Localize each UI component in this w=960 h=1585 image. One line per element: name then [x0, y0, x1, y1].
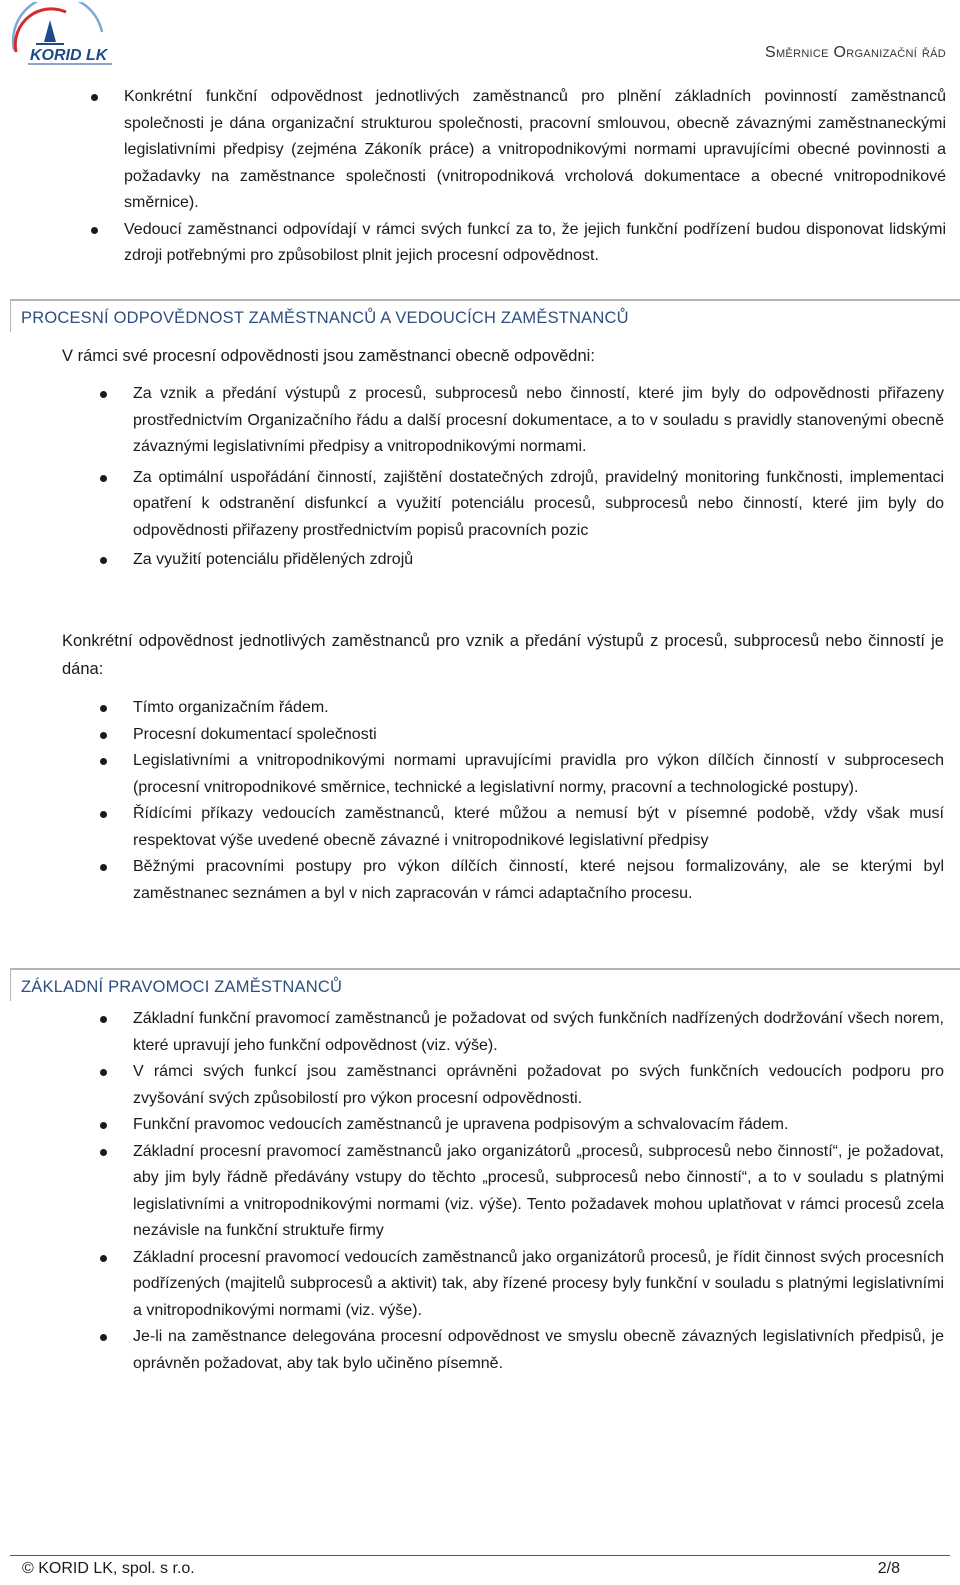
intro-list [0, 84, 960, 270]
list-item: Vedoucí zaměstnanci odpovídají v rámci svých funkcí za to, že jejich funkční podřízení budou disponovat lidskými zdroji potřebnými pro způsobilost plnit jejich procesní odpovědnost. [0, 217, 960, 270]
section1-list2-block [0, 695, 960, 907]
section2-list-block [0, 1006, 960, 1377]
powers-list [0, 1006, 960, 1377]
section1-paragraph: Konkrétní odpovědnost jednotlivých zaměstnanců pro vznik a předání výstupů z procesů, subprocesů nebo činností je dána: [62, 632, 944, 678]
section-heading-basic-powers: ZÁKLADNÍ PRAVOMOCI ZAMĚSTNANCŮ [10, 968, 960, 1001]
korid-logo [6, 2, 118, 70]
footer-copyright: © KORID LK, spol. s r.o. [22, 1560, 195, 1577]
responsibility-source-list [0, 695, 960, 907]
list-item: Tímto organizačním řádem. [0, 695, 960, 722]
section1-list-block [0, 381, 960, 574]
intro-list-block [0, 84, 960, 270]
list-item: Legislativními a vnitropodnikovými normami upravujícími pravidla pro výkon dílčích činností v subprocesech (procesní vnitropodnikové směrnice, technické a legislativní normy, pracovní a technologické postupy). [0, 748, 960, 801]
list-item: Běžnými pracovními postupy pro výkon dílčích činností, které nejsou formalizovány, ale se kterými byl zaměstnanec seznámen a byl v nich zapracován v rámci adaptačního procesu. [0, 854, 960, 907]
section-heading-process-responsibility: PROCESNÍ ODPOVĚDNOST ZAMĚSTNANCŮ A VEDOUCÍCH ZAMĚSTNANCŮ [10, 299, 960, 332]
list-item: Základní funkční pravomocí zaměstnanců je požadovat od svých funkčních nadřízených dodržování všech norem, které upravují jeho funkční odpovědnost (viz. výše). [0, 1006, 960, 1059]
list-item: Procesní dokumentací společnosti [0, 722, 960, 749]
list-item: Za vznik a předání výstupů z procesů, subprocesů nebo činností, které jim byly do odpovědnosti přiřazeny prostřednictvím Organizačního řádu a další procesní dokumentace, a to v souladu s pravidly stanovenými obecně závaznými legislativními předpisy a vnitropodnikovými normami. [0, 381, 960, 461]
list-item: Je-li na zaměstnance delegována procesní odpovědnost ve smyslu obecně závazných legislativních předpisů, je oprávněn požadovat, aby tak bylo učiněno písemně. [0, 1324, 960, 1377]
logo-text: KORID LK [30, 47, 108, 64]
list-item: Konkrétní funkční odpovědnost jednotlivých zaměstnanců pro plnění základních povinností zaměstnanců společnosti je dána organizační strukturou společnosti, pracovní smlouvou, obecně závaznými zaměstnaneckými legislativními předpisy (zejména Zákoník práce) a vnitropodnikovými normami upravujícími obecné povinnosti a požadavky na zaměstnance společnosti (vnitropodniková vrcholová dokumentace a obecné vnitropodnikové směrnice). [0, 84, 960, 217]
page-number: 2/8 [877, 1560, 900, 1577]
list-item: Řídícími příkazy vedoucích zaměstnanců, které můžou a nemusí být v písemné podobě, vždy však musí respektovat výše uvedené obecně závazné i vnitropodnikové legislativní předpisy [0, 801, 960, 854]
section1-intro: V rámci své procesní odpovědnosti jsou zaměstnanci obecně odpovědni: [62, 347, 595, 365]
list-item: Za využití potenciálu přidělených zdrojů [0, 547, 960, 574]
list-item: Funkční pravomoc vedoucích zaměstnanců je upravena podpisovým a schvalovacím řádem. [0, 1112, 960, 1139]
document-title: Směrnice Organizační řád [765, 44, 946, 61]
responsibility-list [0, 381, 960, 574]
list-item: Základní procesní pravomocí vedoucích zaměstnanců jako organizátorů procesů, je řídit činnost svých procesních podřízených (majitelů subprocesů a aktivit) tak, aby řízené procesy byly funkční v souladu s platnými legislativními a vnitropodnikovými normami (viz. výše). [0, 1245, 960, 1325]
page-header [0, 0, 960, 80]
list-item: V rámci svých funkcí jsou zaměstnanci oprávněni požadovat po svých funkčních vedoucích podporu pro zvyšování svých způsobilostí pro výkon procesní odpovědnosti. [0, 1059, 960, 1112]
list-item: Základní procesní pravomocí zaměstnanců jako organizátorů „procesů, subprocesů nebo činností“, je požadovat, aby jim byly řádně předávány vstupy do těchto „procesů, subprocesů nebo činností“, a to v souladu s platnými legislativními a vnitropodnikovými normami (viz. výše). Tento požadavek mohou uplatňovat v rámci procesů zcela nezávisle na funkční struktuře firmy [0, 1139, 960, 1245]
footer-divider [10, 1555, 950, 1556]
list-item: Za optimální uspořádání činností, zajištění dostatečných zdrojů, pravidelný monitoring funkčnosti, implementaci opatření k odstranění disfunkcí a využití potenciálu procesů, subprocesů nebo činností, které jim byly do odpovědnosti přiřazeny prostřednictvím popisů pracovních pozic [0, 465, 960, 545]
